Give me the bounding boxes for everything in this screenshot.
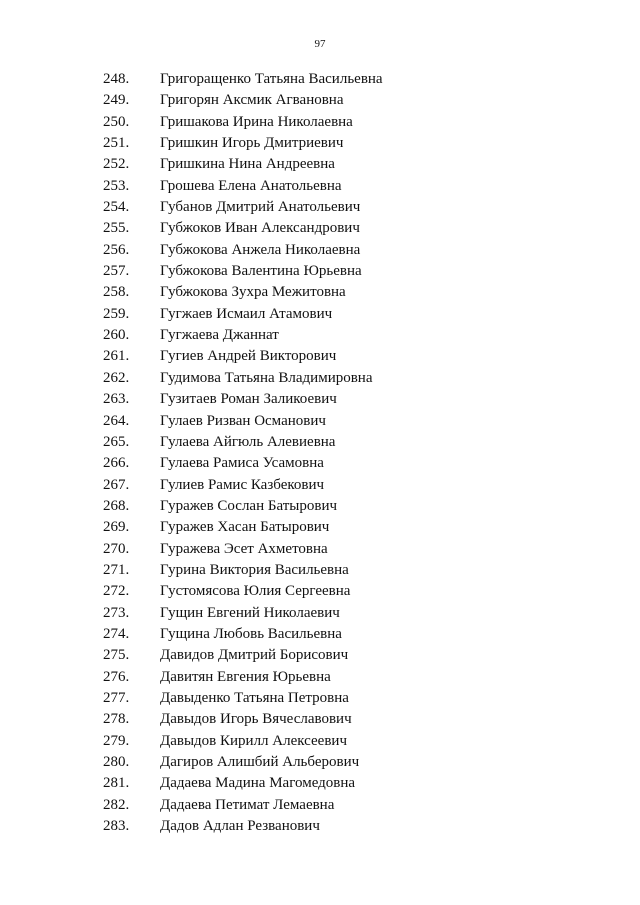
entry-name: Гуражев Хасан Батырович (160, 519, 330, 536)
list-item (0, 282, 640, 303)
entry-name: Грошева Елена Анатольевна (160, 177, 342, 194)
entry-number: 268. (103, 497, 130, 514)
list-item (0, 688, 640, 709)
entry-name: Давитян Евгения Юрьевна (160, 668, 331, 685)
entry-name: Дадов Адлан Резванович (160, 818, 320, 835)
entry-number: 282. (103, 796, 130, 813)
list-item (0, 304, 640, 325)
entry-name: Гугиев Андрей Викторович (160, 348, 337, 365)
entry-number: 260. (103, 327, 130, 344)
entry-name: Гулаев Ризван Османович (160, 412, 326, 429)
list-item (0, 154, 640, 175)
entry-name: Гришкина Нина Андреевна (160, 156, 335, 173)
list-item (0, 69, 640, 90)
list-item (0, 795, 640, 816)
list-item (0, 475, 640, 496)
entry-number: 281. (103, 775, 130, 792)
entry-number: 277. (103, 689, 130, 706)
entry-number: 275. (103, 647, 130, 664)
entry-number: 250. (103, 113, 130, 130)
list-item (0, 603, 640, 624)
entry-name: Гурина Виктория Васильевна (160, 561, 349, 578)
entry-number: 267. (103, 476, 130, 493)
entry-name: Дагиров Алишбий Альберович (160, 754, 360, 770)
list-item (0, 667, 640, 688)
entry-name: Гулаева Айгюль Алевиевна (160, 433, 336, 450)
list-item (0, 453, 640, 474)
entry-number: 266. (103, 455, 130, 472)
entry-number: 255. (103, 220, 130, 237)
list-item (0, 624, 640, 645)
list-item (0, 368, 640, 389)
entry-number: 251. (103, 135, 130, 152)
entry-number: 280. (103, 754, 130, 770)
list-item (0, 432, 640, 453)
entry-number: 270. (103, 540, 130, 557)
entry-name: Григоращенко Татьяна Васильевна (160, 71, 383, 87)
list-item (0, 176, 640, 197)
entry-number: 279. (103, 732, 130, 749)
list-item (0, 731, 640, 752)
list-item (0, 709, 640, 730)
entry-name: Губжоков Иван Александрович (160, 220, 360, 237)
entry-name: Гришкин Игорь Дмитриевич (160, 135, 344, 152)
list-item (0, 112, 640, 133)
entry-name: Гулаева Рамиса Усамовна (160, 455, 324, 472)
entry-number: 261. (103, 348, 130, 365)
entry-name: Гугжаева Джаннат (160, 327, 279, 344)
entry-number: 262. (103, 369, 130, 386)
list-item (0, 752, 640, 773)
entry-number: 256. (103, 241, 130, 258)
entry-name: Гуражева Эсет Ахметовна (160, 540, 328, 557)
entry-name: Губанов Дмитрий Анатольевич (160, 199, 361, 216)
list-item (0, 539, 640, 560)
entry-number: 254. (103, 199, 130, 216)
list-item (0, 197, 640, 218)
list-item (0, 645, 640, 666)
list-item (0, 496, 640, 517)
entry-number: 274. (103, 625, 130, 642)
entry-name: Дадаева Петимат Лемаевна (160, 796, 335, 813)
entry-name: Давыдов Игорь Вячеславович (160, 711, 352, 728)
list-item (0, 133, 640, 154)
entry-name: Гришакова Ирина Николаевна (160, 113, 353, 130)
entry-name: Гузитаев Роман Заликоевич (160, 391, 337, 408)
entry-name: Давидов Дмитрий Борисович (160, 647, 349, 664)
entry-number: 248. (103, 71, 130, 87)
list-item (0, 346, 640, 367)
entry-number: 259. (103, 305, 130, 322)
entry-number: 278. (103, 711, 130, 728)
entry-name: Гулиев Рамис Казбекович (160, 476, 325, 493)
entry-number: 257. (103, 263, 130, 280)
list-item (0, 773, 640, 794)
list-item (0, 560, 640, 581)
list-item (0, 581, 640, 602)
entry-name: Давыденко Татьяна Петровна (160, 689, 349, 706)
entry-name: Дадаева Мадина Магомедовна (160, 775, 356, 792)
list-item (0, 240, 640, 261)
entry-number: 258. (103, 284, 130, 301)
list-item (0, 389, 640, 410)
entry-number: 263. (103, 391, 130, 408)
entry-name: Гуражев Сослан Батырович (160, 497, 338, 514)
entry-name: Губжокова Зухра Межитовна (160, 284, 346, 301)
entry-number: 252. (103, 156, 130, 173)
entry-name: Гудимова Татьяна Владимировна (160, 369, 373, 386)
entry-number: 269. (103, 519, 130, 536)
entry-name: Губжокова Анжела Николаевна (160, 241, 361, 258)
entry-name: Гугжаев Исмаил Атамович (160, 305, 333, 322)
entry-name: Губжокова Валентина Юрьевна (160, 263, 362, 280)
list-item (0, 816, 640, 837)
list-item (0, 517, 640, 538)
list-item (0, 411, 640, 432)
entry-name: Григорян Аксмик Агвановна (160, 92, 344, 109)
list-item (0, 261, 640, 282)
entry-name: Густомясова Юлия Сергеевна (160, 583, 351, 600)
names-list (0, 69, 640, 837)
entry-number: 273. (103, 604, 130, 621)
entry-number: 271. (103, 561, 130, 578)
entry-number: 264. (103, 412, 130, 429)
entry-number: 283. (103, 818, 130, 835)
entry-number: 249. (103, 92, 130, 109)
entry-number: 265. (103, 433, 130, 450)
entry-number: 253. (103, 177, 130, 194)
entry-number: 272. (103, 583, 130, 600)
entry-name: Давыдов Кирилл Алексеевич (160, 732, 347, 749)
entry-number: 276. (103, 668, 130, 685)
list-item (0, 325, 640, 346)
page-number: 97 (314, 38, 326, 50)
list-item (0, 90, 640, 111)
entry-name: Гущина Любовь Васильевна (160, 625, 342, 642)
list-item (0, 218, 640, 239)
entry-name: Гущин Евгений Николаевич (160, 604, 340, 621)
